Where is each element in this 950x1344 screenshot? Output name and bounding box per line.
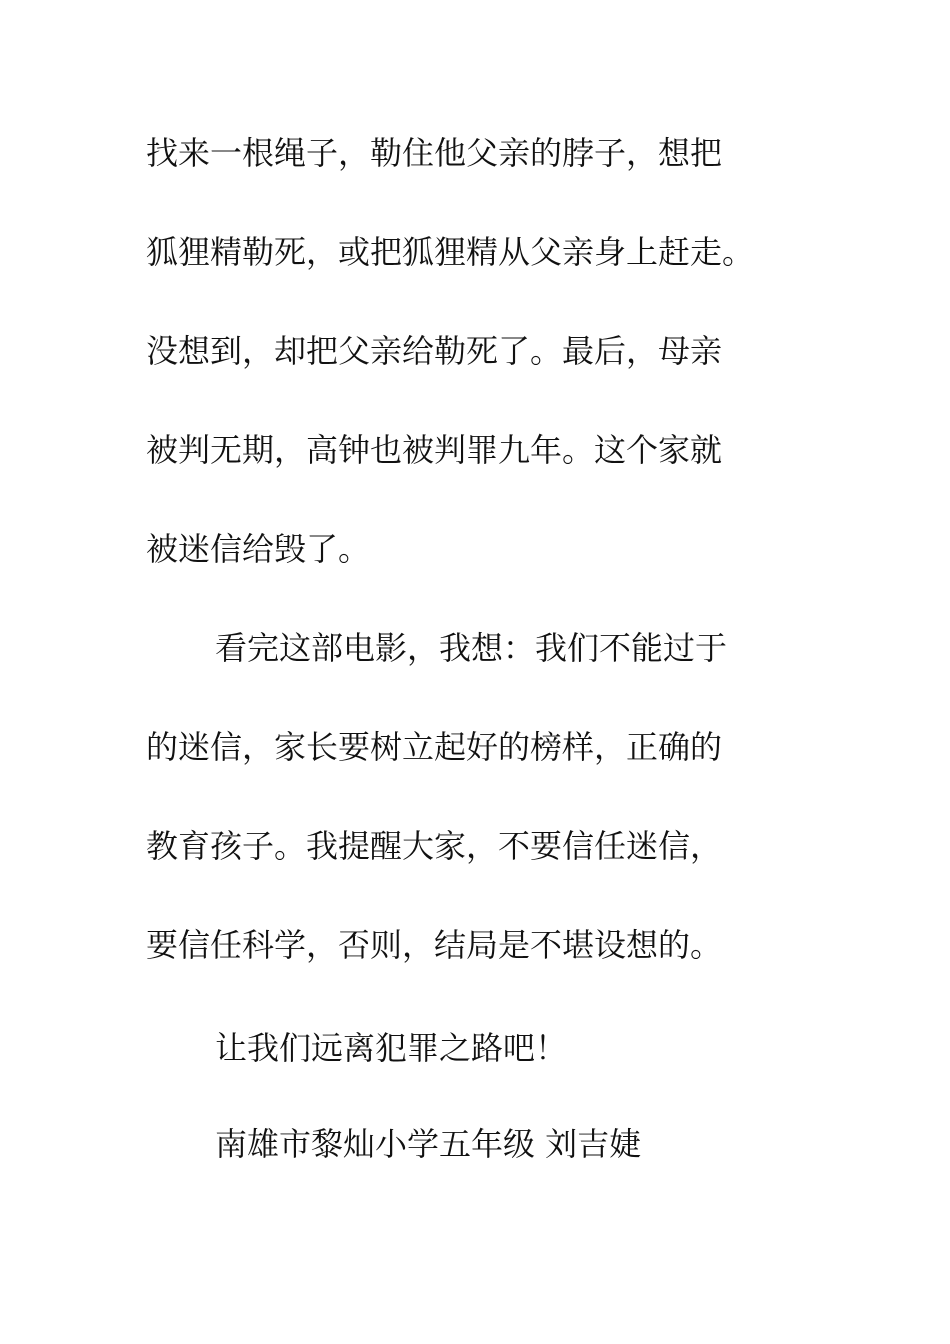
- body-line-2: 狐狸精勒死，或把狐狸精从父亲身上赶走。: [146, 233, 755, 271]
- paragraph-2-line-4: 要信任科学，否则，结局是不堪设想的。: [146, 926, 723, 964]
- closing-line: 让我们远离犯罪之路吧！: [215, 1029, 568, 1067]
- body-line-1: 找来一根绳子，勒住他父亲的脖子，想把: [146, 134, 723, 172]
- paragraph-2-line-2: 的迷信，家长要树立起好的榜样，正确的: [146, 728, 723, 766]
- paragraph-2-line-3: 教育孩子。我提醒大家，不要信任迷信，: [146, 827, 723, 865]
- paragraph-2-line-1: 看完这部电影，我想：我们不能过于: [215, 629, 728, 667]
- body-line-3: 没想到，却把父亲给勒死了。最后，母亲: [146, 332, 723, 370]
- author-signature-line: 南雄市黎灿小学五年级 刘吉婕: [215, 1125, 642, 1163]
- body-line-5: 被迷信给毁了。: [146, 530, 371, 568]
- body-line-4: 被判无期，高钟也被判罪九年。这个家就: [146, 431, 723, 469]
